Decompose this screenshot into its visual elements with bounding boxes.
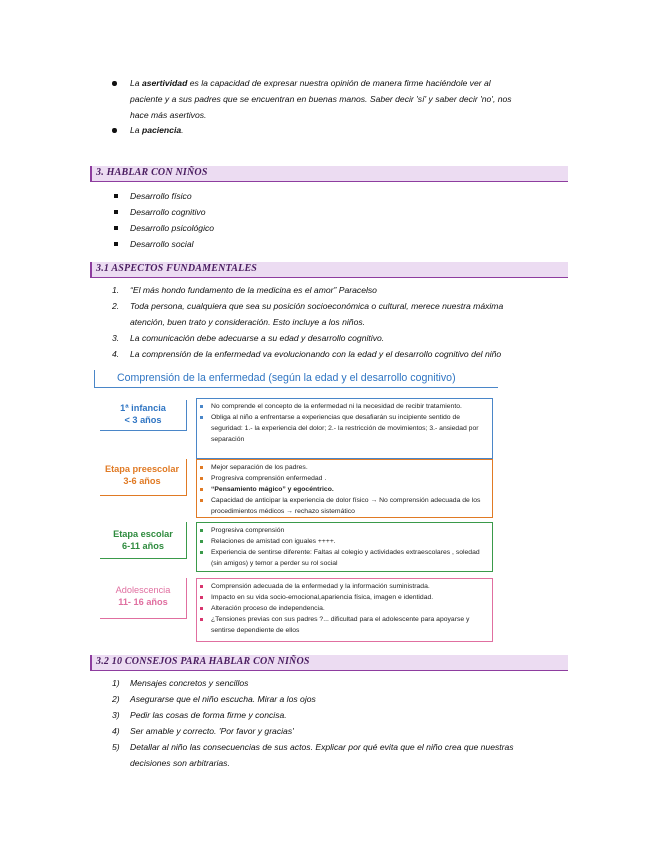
heading-text: 3.1 ASPECTOS FUNDAMENTALES: [96, 263, 258, 274]
list-item: Desarrollo psicológico: [130, 223, 215, 233]
stage-item: Capacidad de anticipar la experiencia de dolor físico → No comprensión adecuada de los procedimientos médicos → rechazo sistemático: [197, 495, 492, 517]
stage-age: 11- 16 años: [118, 597, 168, 607]
list-item: Detallar al niño las consecuencias de sus actos. Explicar por qué evita que el niño crea que nuestras: [130, 742, 514, 752]
list-item: Mensajes concretos y sencillos: [130, 678, 249, 688]
list-item: “El más hondo fundamento de la medicina es el amor” Paracelso: [130, 285, 377, 295]
stage-label-adolescencia: [100, 584, 186, 608]
bold-term: paciencia: [141, 125, 182, 135]
diagram-title: Comprensión de la enfermedad (según la edad y el desarrollo cognitivo): [117, 372, 456, 384]
list-item: Desarrollo físico: [130, 191, 192, 201]
stage-item: Relaciones de amistad con iguales ++++.: [197, 536, 492, 547]
stage-item: Mejor separación de los padres.: [197, 462, 492, 473]
bullet-square: [114, 194, 118, 198]
list-number: 1): [112, 678, 120, 688]
stage-item: Impacto en su vida socio-emocional,apariencia física, imagen e identidad.: [197, 592, 492, 603]
diagram-title-bar: [94, 370, 95, 388]
list-item: Desarrollo social: [130, 239, 194, 249]
bullet-square: [114, 210, 118, 214]
stage-item: Comprensión adecuada de la enfermedad y la información suministrada.: [197, 581, 492, 592]
stage-item: Alteración proceso de independencia.: [197, 603, 492, 614]
stage-name: Etapa preescolar: [104, 464, 180, 474]
list-item: Pedir las cosas de forma firme y concisa.: [130, 710, 287, 720]
list-number: 1.: [112, 285, 120, 295]
stage-age: < 3 años: [124, 415, 162, 425]
list-number: 3): [112, 710, 120, 720]
list-number: 4): [112, 726, 120, 736]
stage-item: Obliga al niño a enfrentarse a experiencias que desafiarán su incipiente sentido de seguridad: 1.- la experiencia del dolor; 2.- la restricción de movimientos; 3.- ansiedad por separación: [197, 412, 492, 445]
stage-item: No comprende el concepto de la enfermedad ni la necesidad de recibir tratamiento.: [197, 401, 492, 412]
list-number: 3.: [112, 333, 120, 343]
stage-label-escolar: [100, 528, 186, 552]
list-number: 5): [112, 742, 120, 752]
diagram-title-underline: [94, 387, 498, 388]
bullet-square: [114, 226, 118, 230]
text: hace más asertivos.: [130, 110, 207, 120]
stage-age: 6-11 años: [122, 541, 164, 551]
stage-name: 1ª infancia: [120, 403, 166, 413]
list-number: 2.: [112, 301, 120, 311]
text: La: [130, 78, 142, 88]
stage-label-preescolar: [96, 463, 188, 487]
stage-box-infancia: [196, 398, 493, 459]
list-item-continuation: decisiones son arbitrarias.: [130, 758, 230, 768]
heading-text: 3.2 10 CONSEJOS PARA HABLAR CON NIÑOS: [96, 656, 310, 667]
stage-item: Progresiva comprensión: [197, 525, 492, 536]
stage-name: Etapa escolar: [113, 529, 173, 539]
section-heading-3-1: [90, 262, 568, 278]
section-heading-3-2: [90, 655, 568, 671]
stage-name: Adolescencia: [115, 585, 171, 595]
list-item: Toda persona, cualquiera que sea su posición socioeconómica o cultural, merece nuestra máxima: [130, 301, 504, 311]
list-item: Ser amable y correcto. 'Por favor y gracias': [130, 726, 294, 736]
bold-term: asertividad: [141, 78, 188, 88]
stage-age: 3-6 años: [123, 476, 161, 486]
stage-item: ¿Tensiones previas con sus padres ?... dificultad para el adolescente para apoyarse y sentirse dependiente de ellos: [197, 614, 492, 636]
bullet-dot: [112, 81, 117, 86]
list-item-continuation: atención, buen trato y consideración. Esto incluye a los niños.: [130, 317, 366, 327]
text: es la capacidad de expresar nuestra opinión de manera firme haciéndole ver al: [187, 78, 491, 88]
bullet-dot: [112, 128, 117, 133]
list-item: La comprensión de la enfermedad va evolucionando con la edad y el desarrollo cognitivo del niño: [130, 349, 502, 359]
text: La: [130, 125, 142, 135]
list-number: 2): [112, 694, 120, 704]
section-heading-3: [90, 166, 568, 182]
list-item: Asegurarse que el niño escucha. Mirar a los ojos: [130, 694, 316, 704]
stage-item: Experiencia de sentirse diferente: Faltas al colegio y actividades extraescolares , soledad (sin amigos) y temor a perder su rol social: [197, 547, 492, 569]
text: paciente y a sus padres que se encuentran en buenas manos. Saber decir 'sí' y saber decir 'no', nos: [130, 94, 512, 104]
bullet-square: [114, 242, 118, 246]
stage-label-infancia: [100, 402, 186, 426]
stage-item: Progresiva comprensión enfermedad .: [197, 473, 492, 484]
stage-item: “Pensamiento mágico” y egocéntrico.: [197, 484, 492, 495]
list-item: Desarrollo cognitivo: [130, 207, 206, 217]
stage-box-adolescencia: [196, 578, 493, 642]
text: .: [181, 125, 184, 135]
heading-text: 3. HABLAR CON NIÑOS: [96, 167, 208, 178]
stage-box-preescolar: [196, 459, 493, 518]
list-item: La comunicación debe adecuarse a su edad y desarrollo cognitivo.: [130, 333, 385, 343]
stage-box-escolar: [196, 522, 493, 572]
list-number: 4.: [112, 349, 120, 359]
